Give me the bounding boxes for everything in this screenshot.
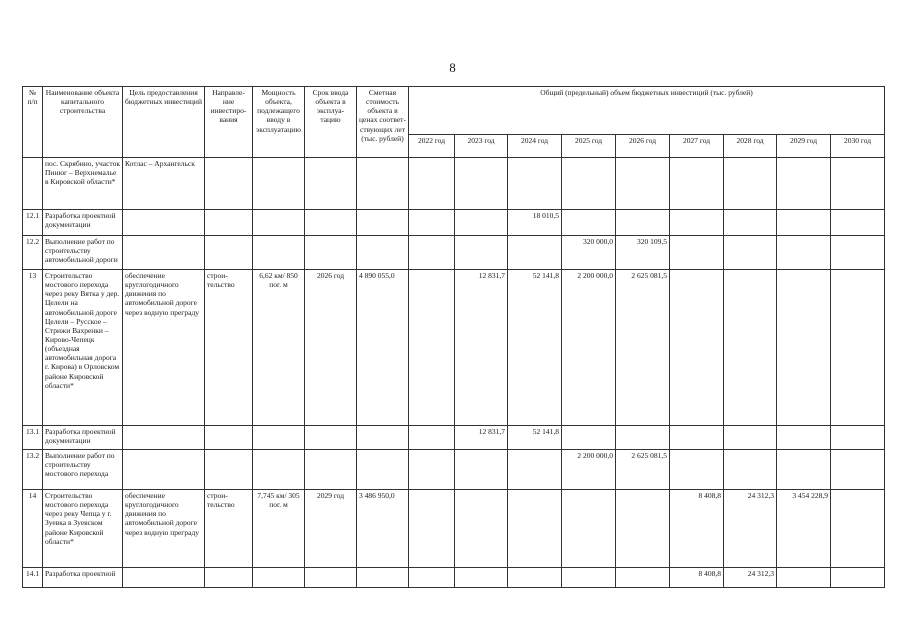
cell-direction xyxy=(205,568,253,588)
cell-year-2022 xyxy=(409,236,455,270)
cell-name: Разработка проектной xyxy=(43,568,123,588)
cell-capacityear- xyxy=(253,210,305,236)
cell-year-2030 xyxy=(831,490,885,568)
cell-year-2022 xyxy=(409,426,455,450)
cell-deadline xyxy=(305,158,357,210)
header-num: № п/п xyxy=(23,87,43,158)
table-row xyxy=(23,270,885,426)
cell-num: 13 xyxy=(23,270,43,426)
cell-year-2028 xyxy=(724,270,777,426)
cell-num: 13.1 xyxy=(23,426,43,450)
cell-year-2024: 18 010,5 xyxy=(508,210,562,236)
cell-year-2027 xyxy=(670,158,724,210)
cell-year-2029 xyxy=(777,236,831,270)
cell-num: 13.2 xyxy=(23,450,43,490)
cell-num xyxy=(23,158,43,210)
cell-capacityear-: 7,745 км/ 305 пог. м xyxy=(253,490,305,568)
cell-year-2022 xyxy=(409,450,455,490)
cell-year-2023: 12 831,7 xyxy=(455,270,508,426)
cell-year-2023 xyxy=(455,450,508,490)
cell-year-2029 xyxy=(777,450,831,490)
cell-year-2029 xyxy=(777,568,831,588)
investment-table xyxy=(22,86,885,588)
cell-deadline xyxy=(305,568,357,588)
cell-year-2028: 24 312,3 xyxy=(724,490,777,568)
cell-name: Строительство мостового перехода через реку Чепца у г. Зуевка в Зуевском районе Кировской области* xyxy=(43,490,123,568)
cell-capacityear-: 6,62 км/ 850 пог. м xyxy=(253,270,305,426)
cell-year-2028: 24 312,3 xyxy=(724,568,777,588)
cell-direction xyxy=(205,450,253,490)
cell-name: Разработка проектной документации xyxy=(43,426,123,450)
cell-deadline xyxy=(305,210,357,236)
table-row xyxy=(23,210,885,236)
cell-num: 14 xyxy=(23,490,43,568)
cell-name: пос. Скрябино, участок Пинюг – Верхнемалье в Кировской области* xyxy=(43,158,123,210)
cell-capacityear- xyxy=(253,236,305,270)
cell-cost xyxy=(357,210,409,236)
header-year: 2026 год xyxy=(616,134,670,157)
cell-year-2024 xyxy=(508,490,562,568)
cell-year-2027 xyxy=(670,236,724,270)
cell-year-2028 xyxy=(724,158,777,210)
table-row xyxy=(23,450,885,490)
cell-year-2022 xyxy=(409,490,455,568)
cell-year-2025: 320 000,0 xyxy=(562,236,616,270)
cell-goal: обеспечение круглогодичного движения по автомобильной дороге через водную преграду xyxy=(123,270,205,426)
cell-year-2023 xyxy=(455,490,508,568)
cell-year-2030 xyxy=(831,426,885,450)
cell-year-2024 xyxy=(508,158,562,210)
cell-year-2028 xyxy=(724,450,777,490)
header-year: 2027 год xyxy=(670,134,724,157)
cell-name: Выполнение работ по строительству автомобильной дороги xyxy=(43,236,123,270)
cell-year-2030 xyxy=(831,270,885,426)
cell-deadline: 2026 год xyxy=(305,270,357,426)
cell-goal xyxy=(123,450,205,490)
cell-year-2024 xyxy=(508,568,562,588)
cell-year-2028 xyxy=(724,236,777,270)
cell-name: Строительство мостового перехода через реку Вятка у дер. Целели на автомобильной дороге Целели – Русское – Стрижи Вахренки – Кирово-Чепецк (объездная автомобильная дорога г. Кирова) в Орловском районе Кировской области* xyxy=(43,270,123,426)
cell-deadline xyxy=(305,236,357,270)
header-year: 2022 год xyxy=(409,134,455,157)
cell-year-2025: 2 200 000,0 xyxy=(562,450,616,490)
cell-year-2029: 3 454 228,9 xyxy=(777,490,831,568)
cell-goal xyxy=(123,426,205,450)
cell-year-2024 xyxy=(508,236,562,270)
cell-year-2027 xyxy=(670,270,724,426)
cell-capacityear- xyxy=(253,568,305,588)
cell-cost: 3 486 950,0 xyxy=(357,490,409,568)
cell-year-2030 xyxy=(831,158,885,210)
header-goal: Цель предоставления бюджетных инвестиций xyxy=(123,87,205,158)
cell-goal xyxy=(123,210,205,236)
cell-cost: 4 890 055,0 xyxy=(357,270,409,426)
header-year: 2023 год xyxy=(455,134,508,157)
cell-direction: строи-тельство xyxy=(205,270,253,426)
cell-year-2027: 8 408,8 xyxy=(670,490,724,568)
table-row xyxy=(23,158,885,210)
header-cost: Сметная стоимость объекта в ценах соответ-ствующих лет (тыс. рублей) xyxy=(357,87,409,158)
cell-year-2022 xyxy=(409,270,455,426)
cell-name: Разработка проектной документации xyxy=(43,210,123,236)
cell-year-2030 xyxy=(831,568,885,588)
cell-goal: обеспечение круглогодичного движения по автомобильной дороге через водную преграду xyxy=(123,490,205,568)
cell-year-2026 xyxy=(616,568,670,588)
table-row xyxy=(23,426,885,450)
cell-year-2026: 2 625 081,5 xyxy=(616,270,670,426)
header-deadline: Срок ввода объекта в эксплуа-тацию xyxy=(305,87,357,158)
cell-year-2023 xyxy=(455,568,508,588)
cell-direction xyxy=(205,210,253,236)
cell-direction xyxy=(205,236,253,270)
cell-year-2022 xyxy=(409,158,455,210)
cell-year-2022 xyxy=(409,568,455,588)
cell-deadline xyxy=(305,426,357,450)
cell-year-2023: 12 831,7 xyxy=(455,426,508,450)
header-direction: Направле-ние инвестиро-вания xyxy=(205,87,253,158)
cell-num: 12.1 xyxy=(23,210,43,236)
cell-year-2025 xyxy=(562,426,616,450)
cell-year-2030 xyxy=(831,210,885,236)
cell-year-2026: 2 625 081,5 xyxy=(616,450,670,490)
cell-year-2027 xyxy=(670,450,724,490)
cell-year-2028 xyxy=(724,210,777,236)
header-year: 2024 год xyxy=(508,134,562,157)
cell-year-2024: 52 141,8 xyxy=(508,270,562,426)
table-row xyxy=(23,490,885,568)
cell-year-2023 xyxy=(455,158,508,210)
cell-cost xyxy=(357,568,409,588)
header-name: Наименование объекта капитального строительства xyxy=(43,87,123,158)
header-year: 2029 год xyxy=(777,134,831,157)
cell-year-2023 xyxy=(455,210,508,236)
cell-year-2027 xyxy=(670,210,724,236)
cell-name: Выполнение работ по строительству мостового перехода xyxy=(43,450,123,490)
cell-year-2030 xyxy=(831,236,885,270)
cell-year-2024: 52 141,8 xyxy=(508,426,562,450)
cell-direction xyxy=(205,158,253,210)
cell-year-2030 xyxy=(831,450,885,490)
cell-year-2029 xyxy=(777,426,831,450)
cell-cost xyxy=(357,426,409,450)
table-row xyxy=(23,236,885,270)
cell-num: 14.1 xyxy=(23,568,43,588)
cell-cost xyxy=(357,158,409,210)
cell-capacityear- xyxy=(253,158,305,210)
cell-year-2025: 2 200 000,0 xyxy=(562,270,616,426)
cell-cost xyxy=(357,450,409,490)
cell-year-2023 xyxy=(455,236,508,270)
cell-year-2024 xyxy=(508,450,562,490)
cell-deadline xyxy=(305,450,357,490)
cell-goal: Котлас – Архангельск xyxy=(123,158,205,210)
cell-year-2025 xyxy=(562,158,616,210)
cell-year-2027: 8 408,8 xyxy=(670,568,724,588)
cell-year-2026: 320 109,5 xyxy=(616,236,670,270)
header-year: 2025 год xyxy=(562,134,616,157)
cell-year-2022 xyxy=(409,210,455,236)
cell-year-2025 xyxy=(562,490,616,568)
page-number: 8 xyxy=(449,60,456,75)
cell-direction xyxy=(205,426,253,450)
cell-capacityear- xyxy=(253,450,305,490)
cell-year-2026 xyxy=(616,490,670,568)
cell-year-2026 xyxy=(616,210,670,236)
cell-cost xyxy=(357,236,409,270)
header-year: 2030 год xyxy=(831,134,885,157)
cell-year-2029 xyxy=(777,158,831,210)
cell-capacityear- xyxy=(253,426,305,450)
cell-year-2025 xyxy=(562,568,616,588)
cell-year-2029 xyxy=(777,270,831,426)
cell-goal xyxy=(123,236,205,270)
cell-year-2029 xyxy=(777,210,831,236)
cell-year-2026 xyxy=(616,158,670,210)
cell-deadline: 2029 год xyxy=(305,490,357,568)
table-row xyxy=(23,568,885,588)
header-year: 2028 год xyxy=(724,134,777,157)
cell-year-2026 xyxy=(616,426,670,450)
table-body xyxy=(23,158,885,588)
cell-direction: строи-тельство xyxy=(205,490,253,568)
cell-year-2027 xyxy=(670,426,724,450)
header-total-investment: Общий (предельный) объем бюджетных инвестиций (тыс. рублей) xyxy=(409,87,885,135)
cell-year-2025 xyxy=(562,210,616,236)
cell-year-2028 xyxy=(724,426,777,450)
cell-goal xyxy=(123,568,205,588)
header-capacity: Мощность объекта, подлежащего вводу в эксплуатацию xyxy=(253,87,305,158)
cell-num: 12.2 xyxy=(23,236,43,270)
